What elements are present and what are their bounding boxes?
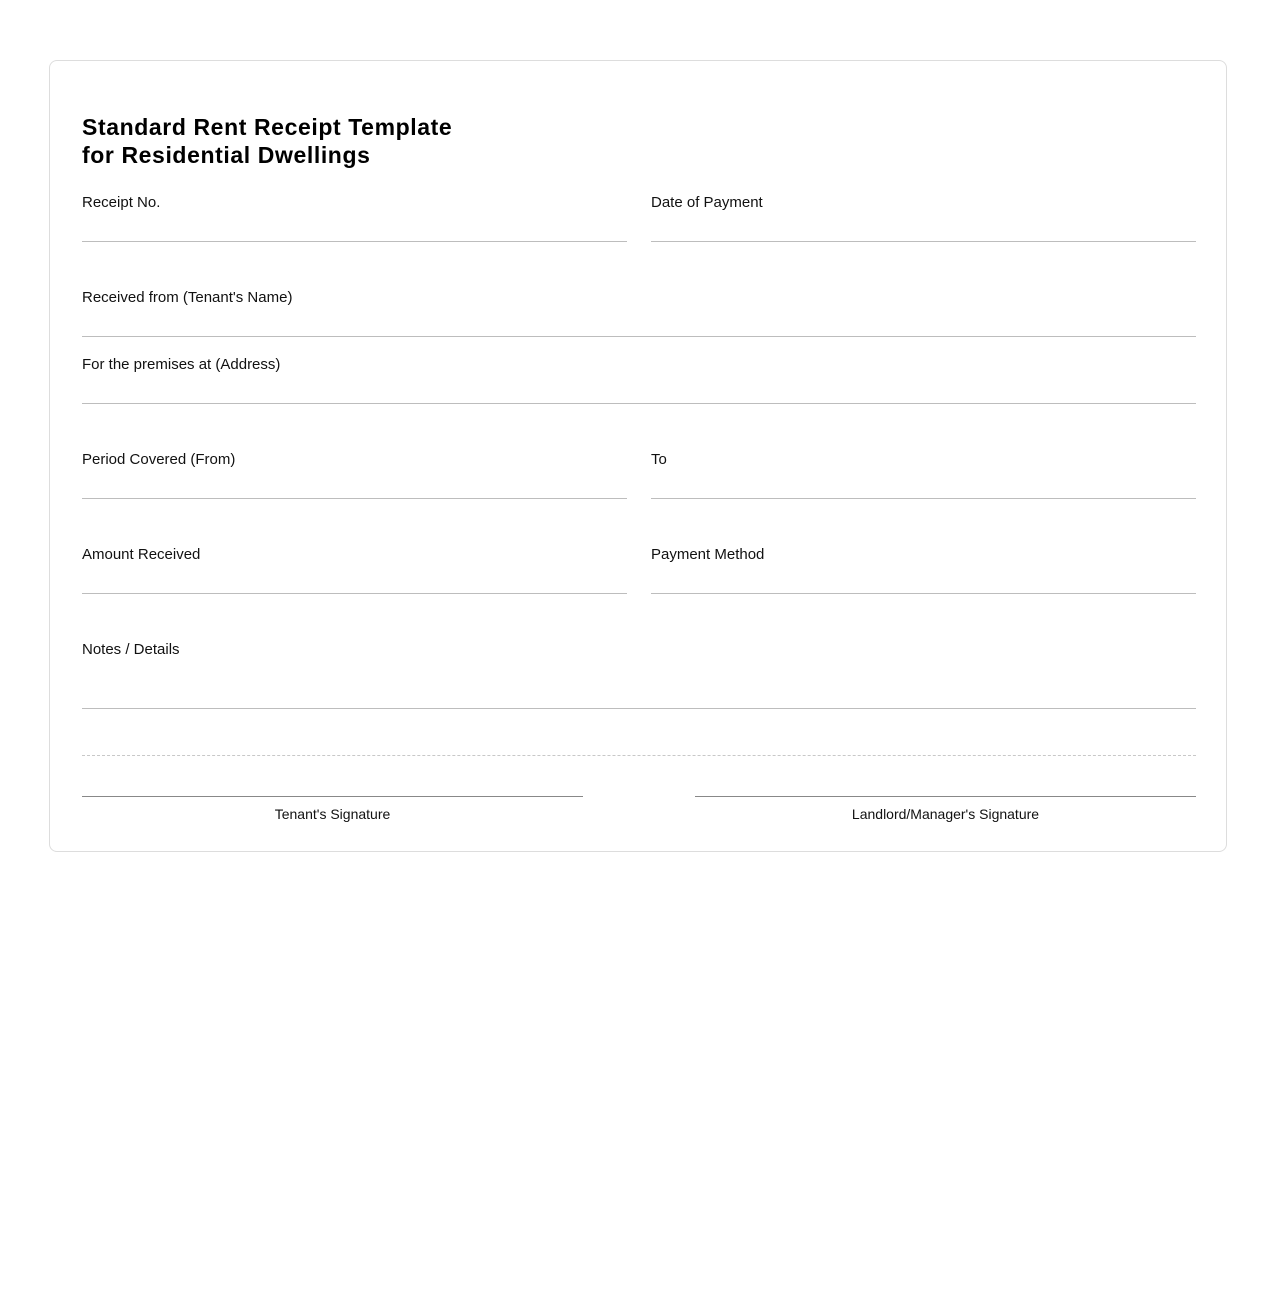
document-title: [82, 113, 452, 169]
payment-method-label: Payment Method: [651, 546, 765, 563]
amount-received-field[interactable]: [82, 546, 627, 594]
tenant-name-line: [82, 336, 1196, 337]
amount-received-label: Amount Received: [82, 546, 201, 563]
amount-received-line: [82, 593, 627, 594]
date-of-payment-field[interactable]: [651, 194, 1196, 242]
notes-line: [82, 708, 1196, 709]
date-of-payment-line: [651, 241, 1196, 242]
receipt-no-line: [82, 241, 627, 242]
period-from-field[interactable]: [82, 451, 627, 499]
tenant-name-field[interactable]: [82, 289, 1196, 337]
tenant-name-label: Received from (Tenant's Name): [82, 289, 293, 306]
receipt-no-field[interactable]: [82, 194, 627, 242]
document-title-line-1: Standard Rent Receipt Template: [82, 114, 453, 140]
period-to-label: To: [651, 451, 667, 468]
landlord-signature-block[interactable]: [695, 796, 1196, 822]
notes-label: Notes / Details: [82, 641, 180, 658]
document-title-line-2: for Residential Dwellings: [82, 142, 371, 168]
notes-field[interactable]: [82, 641, 1196, 709]
date-of-payment-label: Date of Payment: [651, 194, 763, 211]
premises-address-line: [82, 403, 1196, 404]
premises-address-label: For the premises at (Address): [82, 356, 281, 373]
period-from-label: Period Covered (From): [82, 451, 236, 468]
receipt-no-label: Receipt No.: [82, 194, 161, 211]
premises-address-field[interactable]: [82, 356, 1196, 404]
tenant-signature-block[interactable]: [82, 796, 583, 822]
signature-separator: [82, 755, 1196, 756]
rent-receipt-card: [49, 60, 1227, 852]
landlord-signature-line: [695, 796, 1196, 797]
payment-method-line: [651, 593, 1196, 594]
tenant-signature-line: [82, 796, 583, 797]
landlord-signature-label: Landlord/Manager's Signature: [851, 806, 1040, 822]
period-to-field[interactable]: [651, 451, 1196, 499]
tenant-signature-label: Tenant's Signature: [274, 806, 391, 822]
payment-method-field[interactable]: [651, 546, 1196, 594]
period-to-line: [651, 498, 1196, 499]
period-from-line: [82, 498, 627, 499]
